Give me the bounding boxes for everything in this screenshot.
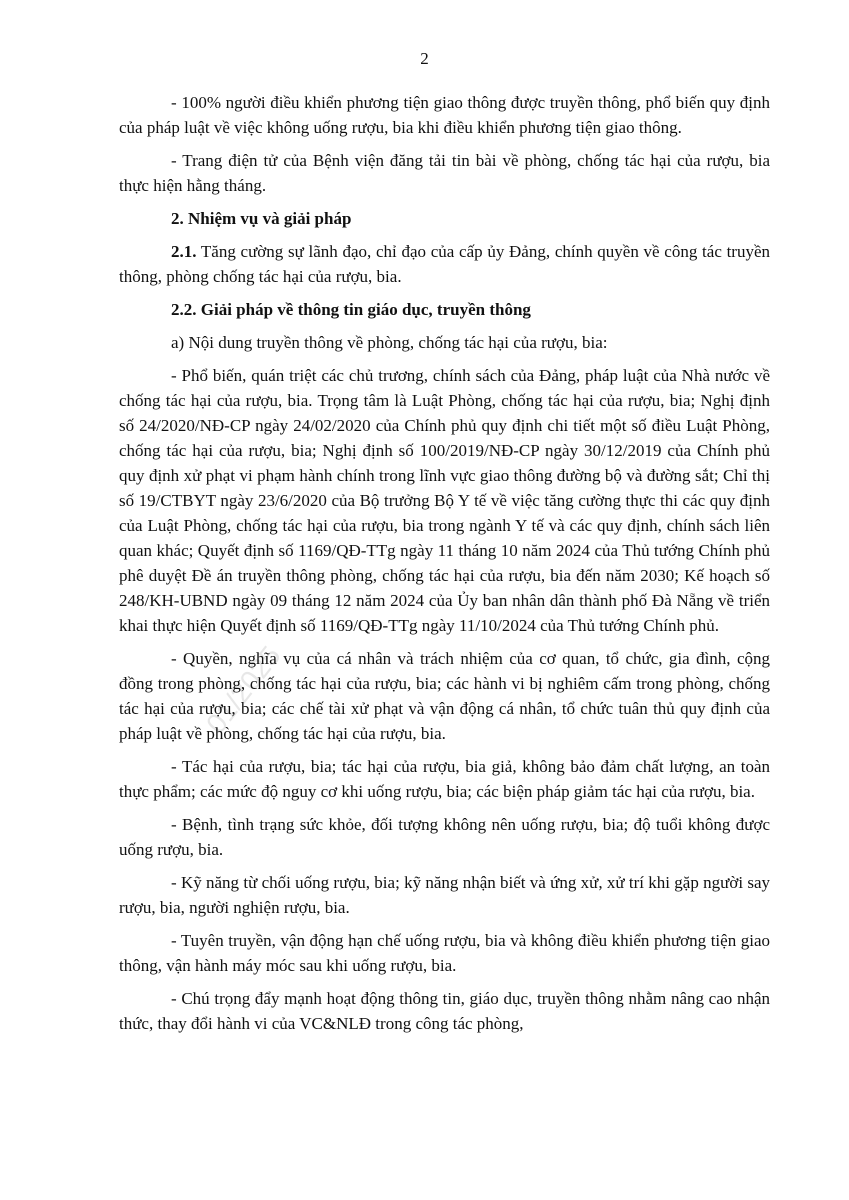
paragraph-number: 2.1. bbox=[171, 242, 197, 261]
paragraph-health-conditions: - Bệnh, tình trạng sức khỏe, đối tượng không nên uống rượu, bia; độ tuổi không được uống rượu, bia. bbox=[119, 815, 770, 859]
paragraph-refusal-skills: - Kỹ năng từ chối uống rượu, bia; kỹ năng nhận biết và ứng xử, xử trí khi gặp người say rượu, bia, người nghiện rượu, bia. bbox=[119, 873, 770, 917]
paragraph-text: Tăng cường sự lãnh đạo, chỉ đạo của cấp ủy Đảng, chính quyền về công tác truyền thông, phòng chống tác hại của rượu, bia. bbox=[119, 242, 770, 286]
paragraph-content-intro: a) Nội dung truyền thông về phòng, chống tác hại của rượu, bia: bbox=[171, 333, 608, 352]
paragraph-harms: - Tác hại của rượu, bia; tác hại của rượu, bia giả, không bảo đảm chất lượng, an toàn thực phẩm; các mức độ nguy cơ khi uống rượu, bia; các biện pháp giảm tác hại của rượu, bia. bbox=[119, 757, 770, 801]
paragraph-2-1 bbox=[119, 239, 770, 289]
paragraph-target-transport-awareness: - 100% người điều khiển phương tiện giao thông được truyền thông, phổ biến quy định của pháp luật về việc không uống rượu, bia khi điều khiển phương tiện giao thông. bbox=[119, 93, 770, 137]
paragraph-limit-drinking: - Tuyên truyền, vận động hạn chế uống rượu, bia và không điều khiển phương tiện giao thông, vận hành máy móc sau khi uống rượu, bia. bbox=[119, 931, 770, 975]
paragraph-target-website-posts: - Trang điện tử của Bệnh viện đăng tải tin bài về phòng, chống tác hại của rượu, bia thực hiện hằng tháng. bbox=[119, 151, 770, 195]
paragraph-legal-dissemination: - Phổ biến, quán triệt các chủ trương, chính sách của Đảng, pháp luật của Nhà nước về chống tác hại của rượu, bia. Trọng tâm là Luật Phòng, chống tác hại của rượu, bia; Nghị định số 24/2020/NĐ-CP ngày 24/02/2020 của Chính phủ quy định chi tiết một số điều Luật Phòng, chống tác hại của rượu, bia; Nghị định số 100/2019/NĐ-CP ngày 30/12/2019 của Chính phủ quy định xử phạt vi phạm hành chính trong lĩnh vực giao thông đường bộ và đường sắt; Chỉ thị số 19/CTBYT ngày 23/6/2020 của Bộ trưởng Bộ Y tế về việc tăng cường thực thi các quy định của Luật Phòng, chống tác hại của rượu, bia trong ngành Y tế và các quy định, chính sách liên quan khác; Quyết định số 1169/QĐ-TTg ngày 11 tháng 10 năm 2024 của Thủ tướng Chính phủ phê duyệt Đề án truyền thông phòng, chống tác hại của rượu, bia đến năm 2030; Kế hoạch số 248/KH-UBND ngày 09 tháng 12 năm 2024 của Ủy ban nhân dân thành phố Đà Nẵng về triển khai thực hiện Quyết định số 1169/QĐ-TTg ngày 11/10/2024 của Thủ tướng Chính phủ. bbox=[119, 366, 770, 635]
paragraph-rights-obligations: - Quyền, nghĩa vụ của cá nhân và trách nhiệm của cơ quan, tổ chức, gia đình, cộng đồng trong phòng, chống tác hại của rượu, bia; các hành vi bị nghiêm cấm trong phòng, chống tác hại của rượu, bia; các chế tài xử phạt và vận động cá nhân, tổ chức tuân thủ quy định của pháp luật về phòng, chống tác hại của rượu, bia. bbox=[119, 649, 770, 743]
section-heading-2-2: 2.2. Giải pháp về thông tin giáo dục, truyền thông bbox=[171, 300, 531, 319]
paragraph-promote-activities: - Chú trọng đẩy mạnh hoạt động thông tin, giáo dục, truyền thông nhằm nâng cao nhận thức, thay đổi hành vi của VC&NLĐ trong công tác phòng, bbox=[119, 989, 770, 1033]
document-body bbox=[119, 90, 770, 1044]
section-heading-tasks-solutions: 2. Nhiệm vụ và giải pháp bbox=[171, 209, 352, 228]
watermark: 01/2025 bbox=[200, 640, 287, 740]
page-number: 2 bbox=[420, 49, 429, 68]
